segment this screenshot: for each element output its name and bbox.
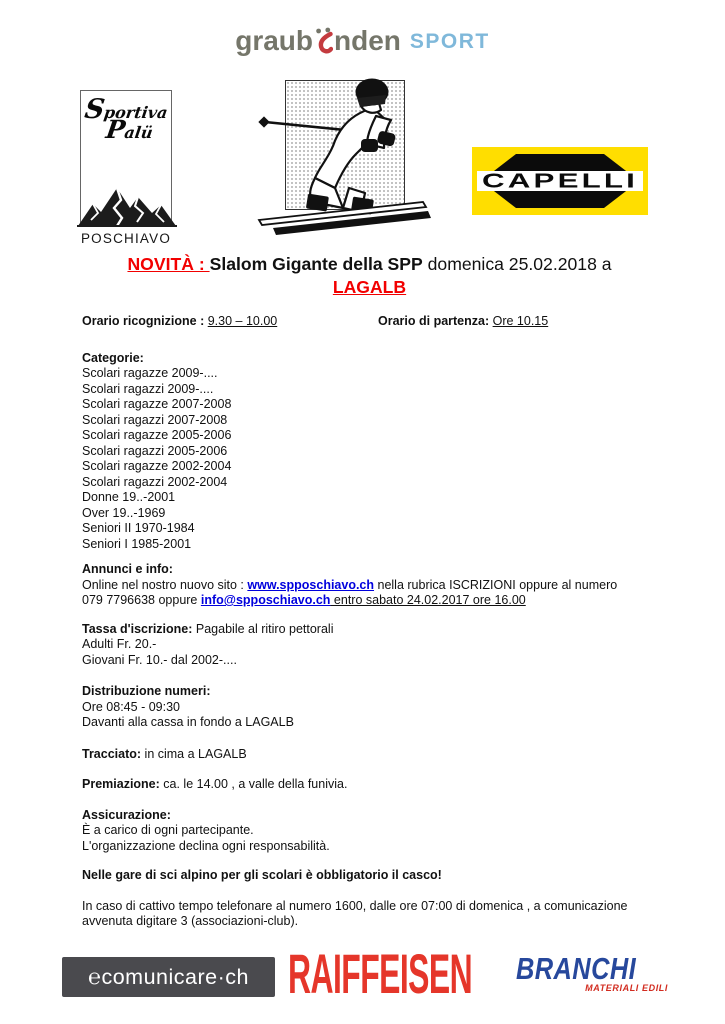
course-note: in cima a LAGALB xyxy=(141,746,247,761)
bibs-heading: Distribuzione numeri: xyxy=(82,684,211,698)
info-line2-pre: 079 7796638 oppure xyxy=(82,593,201,607)
awards-note: ca. le 14.00 , a valle della funivia. xyxy=(159,777,348,791)
event-date: domenica 25.02.2018 a xyxy=(427,254,612,274)
club-script-text xyxy=(77,91,174,142)
graubunden-wordmark-right: nden xyxy=(334,25,401,56)
category-item: Over 19..-1969 xyxy=(82,505,166,520)
insurance-line2: L'organizzazione declina ogni responsabilità. xyxy=(82,838,330,853)
sport-label: SPORT xyxy=(409,30,490,53)
flyer-content xyxy=(82,253,657,930)
branchi-wordmark: BRANCHI xyxy=(516,951,637,986)
awards-section xyxy=(82,777,657,793)
weather-notice xyxy=(82,899,657,930)
mountain-icon xyxy=(77,182,177,228)
capelli-label: CAPELLI xyxy=(482,170,638,193)
course-section xyxy=(82,747,657,763)
info-line1-pre: Online nel nostro nuovo sito : xyxy=(82,577,248,592)
category-item: Seniori II 1970-1984 xyxy=(82,521,195,535)
insurance-heading: Assicurazione: xyxy=(82,807,171,822)
fee-heading: Tassa d'iscrizione: xyxy=(82,621,193,636)
info-line2 xyxy=(82,593,657,609)
skier-illustration xyxy=(255,70,435,238)
info-line1 xyxy=(82,578,657,594)
category-item: Scolari ragazzi 2007-2008 xyxy=(82,412,228,427)
fee-note: Pagabile al ritiro pettorali xyxy=(192,621,334,636)
weather-notice-line1: In caso di cattivo tempo telefonare al numero 1600, dalle ore 07:00 di domenica , a comunicazione xyxy=(82,898,628,913)
category-item: Scolari ragazze 2007-2008 xyxy=(82,397,232,411)
club-city-label: POSCHIAVO xyxy=(80,231,172,246)
start-time: Ore 10.15 xyxy=(492,314,549,328)
skier-icon xyxy=(255,70,435,238)
category-item: Scolari ragazze 2009-.... xyxy=(82,366,218,380)
insurance-line1: È a carico di ogni partecipante. xyxy=(82,823,254,837)
email-link[interactable]: info@spposchiavo.ch xyxy=(200,593,331,607)
raiffeisen-wordmark: RAIFFEISEN xyxy=(288,942,473,1005)
branchi-subtitle: MATERIALI EDILI xyxy=(585,983,668,993)
category-item: Scolari ragazze 2005-2006 xyxy=(82,428,232,442)
course-heading: Tracciato: xyxy=(82,746,142,761)
weather-notice-line2: avvenuta digitare 3 (associazioni-club). xyxy=(82,914,299,928)
category-item: Scolari ragazzi 2002-2004 xyxy=(82,474,228,489)
category-item: Scolari ragazzi 2009-.... xyxy=(82,381,214,396)
graubunden-wordmark-left: graub xyxy=(235,25,314,56)
event-location: LAGALB xyxy=(332,277,407,297)
branchi-logo xyxy=(516,953,668,993)
novita-label: NOVITÀ : xyxy=(127,254,210,274)
category-item: Scolari ragazze 2002-2004 xyxy=(82,459,232,473)
fee-youth: Giovani Fr. 10.- dal 2002-.... xyxy=(82,652,237,667)
category-item: Scolari ragazzi 2005-2006 xyxy=(82,443,228,458)
event-name: Slalom Gigante della SPP xyxy=(209,254,423,274)
website-link[interactable]: www.spposchiavo.ch xyxy=(247,577,375,592)
club-script-line1: Sportiva xyxy=(82,94,169,125)
fee-adults: Adulti Fr. 20.- xyxy=(82,637,157,651)
recon-schedule xyxy=(82,314,378,330)
info-heading: Annunci e info: xyxy=(82,562,173,576)
info-section xyxy=(82,562,657,609)
schedule-row xyxy=(82,314,657,330)
sportiva-palu-logo xyxy=(80,90,172,246)
recon-time: 9.30 – 10.00 xyxy=(207,314,278,328)
awards-heading: Premiazione: xyxy=(82,777,160,791)
club-logo-box xyxy=(80,90,172,224)
club-script-line2: Palü xyxy=(104,115,154,144)
graubunden-sport-logo xyxy=(0,20,725,56)
bibs-place: Davanti alla cassa in fondo a LAGALB xyxy=(82,715,294,729)
category-item: Donne 19..-2001 xyxy=(82,490,176,504)
event-title-line2 xyxy=(82,276,657,299)
categories-section xyxy=(82,351,657,553)
insurance-section xyxy=(82,808,657,855)
fee-section xyxy=(82,622,657,669)
categories-heading: Categorie: xyxy=(82,350,144,365)
bib-distribution-section xyxy=(82,684,657,731)
deadline-text: entro sabato 24.02.2017 ore 16.00 xyxy=(330,593,526,607)
umlaut-swoosh-icon xyxy=(314,27,333,61)
raiffeisen-logo xyxy=(288,942,518,1005)
bibs-time: Ore 08:45 - 09:30 xyxy=(82,699,180,714)
fee-line1 xyxy=(82,622,657,638)
start-label: Orario di partenza: xyxy=(378,314,493,328)
event-title-line1 xyxy=(82,253,657,276)
start-schedule xyxy=(378,314,548,330)
helmet-notice: Nelle gare di sci alpino per gli scolari è obbligatorio il casco! xyxy=(82,868,442,882)
category-item: Seniori I 1985-2001 xyxy=(82,536,192,551)
event-title xyxy=(82,253,657,299)
recon-label: Orario ricognizione : xyxy=(82,314,208,328)
info-line1-post: nella rubrica ISCRIZIONI oppure al numero xyxy=(374,577,618,592)
capelli-logo xyxy=(472,147,648,215)
comunicare-logo: ℮comunicare·ch xyxy=(62,957,275,997)
